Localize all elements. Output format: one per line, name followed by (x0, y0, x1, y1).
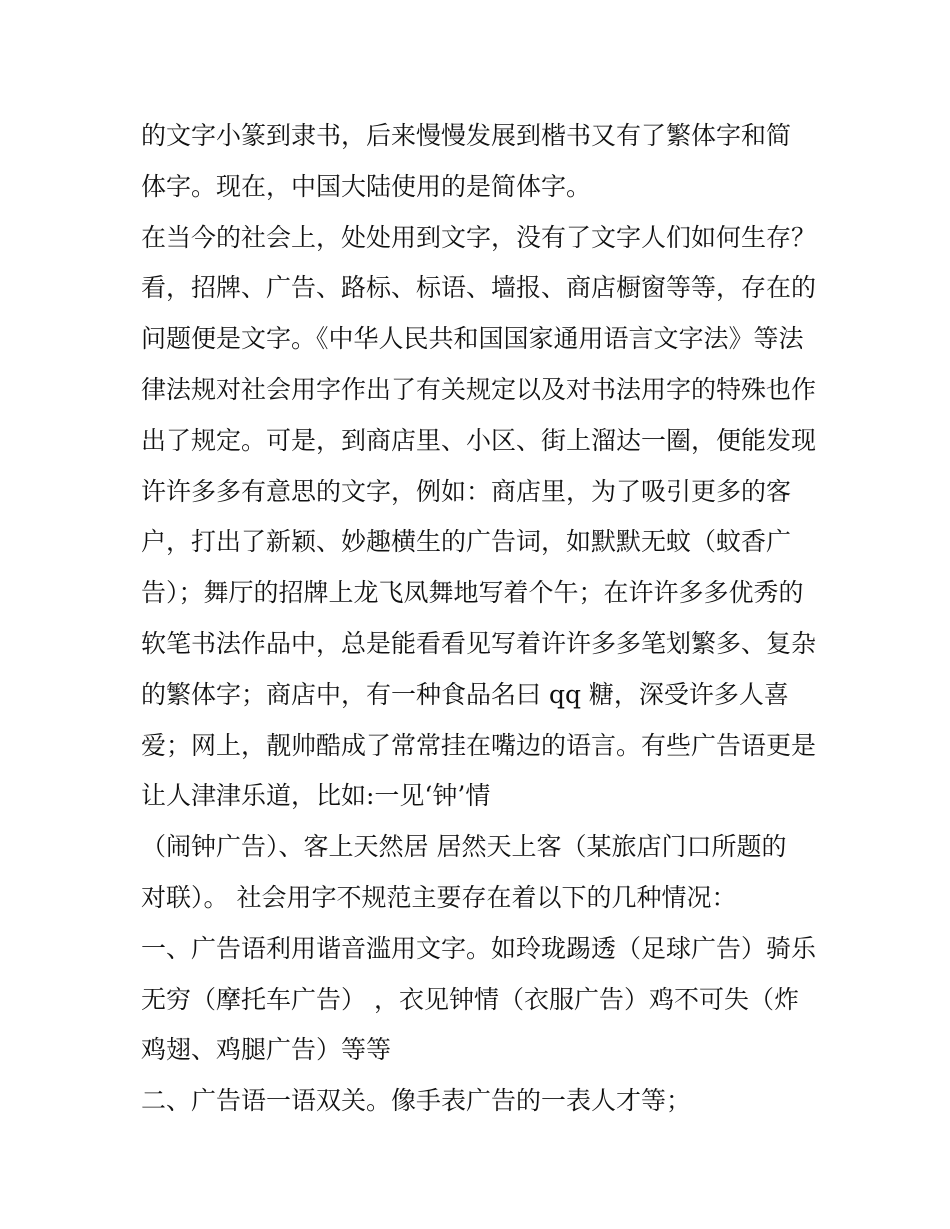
text-line: 告）；舞厅的招牌上龙飞凤舞地写着个午；在许许多多优秀的 (141, 578, 804, 608)
text-line: 一、广告语利用谐音滥用文字。如玲珑踢透（足球广告）骑乐 (141, 933, 817, 963)
text-line: 让人津津乐道，比如:一见‘钟’情 (141, 781, 491, 811)
text-line: 的繁体字；商店中，有一种食品名曰 qq 糖，深受许多人喜 (141, 679, 789, 709)
text-line: 爱；网上，靓帅酷成了常常挂在嘴边的语言。有些广告语更是 (141, 730, 817, 760)
text-line: 鸡翅、鸡腿广告）等等 (141, 1035, 392, 1065)
text-line: 许许多多有意思的文字，例如：商店里，为了吸引更多的客 (141, 476, 792, 506)
text-line: 的文字小篆到隶书，后来慢慢发展到楷书又有了繁体字和简 (141, 121, 792, 150)
body-text (141, 111, 821, 1127)
text-line: 在当今的社会上，处处用到文字，没有了文字人们如何生存？ (141, 222, 817, 252)
text-line: 看，招牌、广告、路标、标语、墙报、商店橱窗等等，存在的 (141, 273, 817, 303)
text-line: 对联）。 社会用字不规范主要存在着以下的几种情况： (141, 882, 737, 912)
text-line: （闹钟广告）、客上天然居 居然天上客（某旅店门口所题的 (141, 832, 787, 862)
text-line: 出了规定。可是，到商店里、小区、街上溜达一圈，便能发现 (141, 425, 817, 455)
text-line: 律法规对社会用字作出了有关规定以及对书法用字的特殊也作 (141, 374, 817, 404)
text-line: 软笔书法作品中，总是能看看见写着许许多多笔划繁多、复杂 (141, 628, 817, 658)
text-line: 体字。现在，中国大陆使用的是简体字。 (141, 171, 592, 201)
text-line: 问题便是文字。《中华人民共和国国家通用语言文字法》等法 (141, 324, 804, 354)
text-line: 无穷（摩托车广告） ，衣见钟情（衣服广告）鸡不可失（炸 (141, 984, 799, 1014)
text-line: 户，打出了新颖、妙趣横生的广告词，如默默无蚊（蚊香广 (141, 527, 792, 557)
text-line: 二、广告语一语双关。像手表广告的一表人才等； (141, 1086, 692, 1116)
